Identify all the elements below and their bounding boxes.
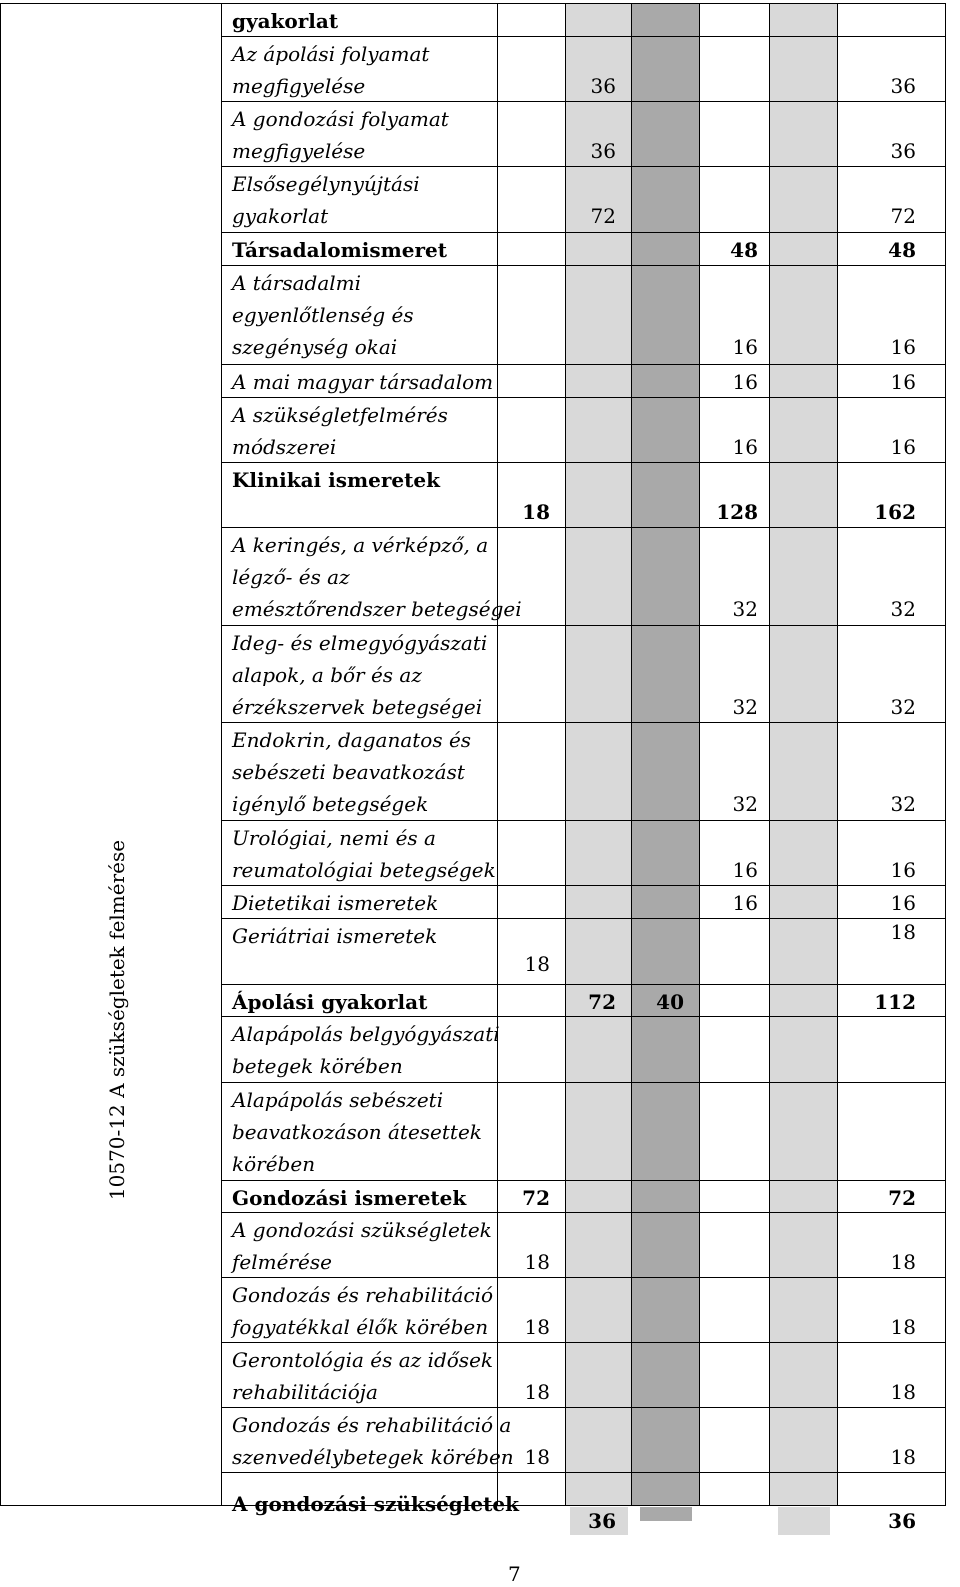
cell-c4: 16 bbox=[732, 858, 758, 882]
row-label: Elsősegélynyújtási gyakorlat bbox=[232, 172, 420, 228]
row-label: Alapápolás belgyógyászati betegek körében bbox=[232, 1022, 500, 1078]
cell-c1: 18 bbox=[524, 952, 550, 976]
row-label: gyakorlat bbox=[232, 9, 339, 33]
cell-total: 16 bbox=[890, 891, 916, 915]
row-label: Az ápolási folyamat megfigyelése bbox=[232, 42, 430, 98]
cell-total: 162 bbox=[874, 500, 916, 524]
cell-c1: 18 bbox=[524, 1250, 550, 1274]
rule-row-10 bbox=[222, 625, 946, 626]
footer-shade-5 bbox=[778, 1507, 830, 1535]
footer-shade-3 bbox=[640, 1507, 692, 1521]
cell-c1: 18 bbox=[524, 1445, 550, 1469]
cell-total: 32 bbox=[890, 695, 916, 719]
rule-top bbox=[0, 3, 946, 4]
row-label: A mai magyar társadalom bbox=[232, 370, 494, 394]
row-label: Geriátriai ismeretek bbox=[232, 924, 438, 948]
row-label: A gondozási szükségletek felmérése bbox=[232, 1218, 492, 1274]
cell-total: 112 bbox=[874, 990, 916, 1014]
row-label: A szükségletfelmérés módszerei bbox=[232, 403, 448, 459]
row-label: Gerontológia és az idősek rehabilitációja bbox=[232, 1348, 494, 1404]
cell-c1: 18 bbox=[524, 1380, 550, 1404]
rule-col-4 bbox=[631, 3, 632, 1505]
rule-col-5 bbox=[699, 3, 700, 1505]
cell-total: 32 bbox=[890, 792, 916, 816]
cell-total: 18 bbox=[890, 1445, 916, 1469]
row-label: Urológiai, nemi és a reumatológiai betegségek bbox=[232, 826, 496, 882]
cell-total: 48 bbox=[888, 238, 916, 262]
rule-left bbox=[0, 3, 1, 1505]
cell-total: 16 bbox=[890, 370, 916, 394]
cell-total: 18 bbox=[890, 1380, 916, 1404]
row-label: A társadalmi egyenlőtlenség és szegénység okai bbox=[232, 271, 414, 359]
cell-c4: 16 bbox=[732, 891, 758, 915]
cell-total: 36 bbox=[890, 74, 916, 98]
row-label: Gondozási ismeretek bbox=[232, 1186, 467, 1210]
cell-c2: 36 bbox=[590, 74, 616, 98]
rule-col-2 bbox=[497, 3, 498, 1505]
cell-total: 16 bbox=[890, 435, 916, 459]
cell-c4: 16 bbox=[732, 435, 758, 459]
rule-row-17 bbox=[222, 1082, 946, 1083]
cell-total: 16 bbox=[890, 335, 916, 359]
rule-row-4 bbox=[222, 232, 946, 233]
cell-c4: 128 bbox=[716, 500, 758, 524]
cell-c4: 32 bbox=[732, 792, 758, 816]
page-number: 7 bbox=[508, 1562, 521, 1586]
cell-c2: 36 bbox=[590, 139, 616, 163]
row-label: Ápolási gyakorlat bbox=[232, 990, 428, 1014]
footer-row-label: A gondozási szükségletek bbox=[232, 1492, 519, 1516]
footer-cell-total: 36 bbox=[888, 1509, 916, 1533]
cell-total: 72 bbox=[890, 204, 916, 228]
rule-col-1 bbox=[221, 3, 222, 1505]
row-label: Ideg- és elmegyógyászati alapok, a bőr és az érzékszervek betegségei bbox=[232, 631, 488, 719]
cell-c1: 72 bbox=[522, 1186, 550, 1210]
cell-total: 32 bbox=[890, 597, 916, 621]
cell-c1: 18 bbox=[522, 500, 550, 524]
rule-row-18 bbox=[222, 1180, 946, 1181]
rule-col-8 bbox=[945, 3, 946, 1505]
cell-total: 18 bbox=[890, 1250, 916, 1274]
cell-c3: 40 bbox=[656, 990, 684, 1014]
row-label: Klinikai ismeretek bbox=[232, 468, 440, 492]
row-label: Endokrin, daganatos és sebészeti beavatkozást igénylő betegségek bbox=[232, 728, 472, 816]
footer-cell-c2: 36 bbox=[588, 1509, 616, 1533]
shade-column-3 bbox=[632, 3, 700, 1505]
cell-c4: 32 bbox=[732, 597, 758, 621]
cell-c4: 16 bbox=[732, 370, 758, 394]
cell-total: 16 bbox=[890, 858, 916, 882]
module-title: 10570-12 A szükségletek felmérése bbox=[105, 839, 129, 1201]
row-label: Dietetikai ismeretek bbox=[232, 891, 439, 915]
cell-c4: 48 bbox=[730, 238, 758, 262]
row-label: Gondozás és rehabilitáció fogyatékkal élők körében bbox=[232, 1283, 494, 1339]
row-label: Társadalomismeret bbox=[232, 238, 447, 262]
row-label: Alapápolás sebészeti beavatkozáson átesettek körében bbox=[232, 1088, 482, 1176]
rule-row-12 bbox=[222, 820, 946, 821]
cell-total: 18 bbox=[890, 1315, 916, 1339]
cell-total: 72 bbox=[888, 1186, 916, 1210]
cell-c2: 72 bbox=[590, 204, 616, 228]
row-label: A gondozási folyamat megfigyelése bbox=[232, 107, 449, 163]
cell-total: 18 bbox=[890, 920, 916, 944]
row-label: A keringés, a vérképző, a légző- és az emésztőrendszer betegségei bbox=[232, 533, 522, 621]
cell-c2: 72 bbox=[588, 990, 616, 1014]
rule-col-6 bbox=[769, 3, 770, 1505]
shade-column-5 bbox=[770, 3, 838, 1505]
cell-c4: 32 bbox=[732, 695, 758, 719]
rule-row-15 bbox=[222, 984, 946, 985]
cell-c1: 18 bbox=[524, 1315, 550, 1339]
cell-c4: 16 bbox=[732, 335, 758, 359]
rule-row-6 bbox=[222, 364, 946, 365]
row-label: Gondozás és rehabilitáció a szenvedélybetegek körében bbox=[232, 1413, 514, 1469]
cell-total: 36 bbox=[890, 139, 916, 163]
